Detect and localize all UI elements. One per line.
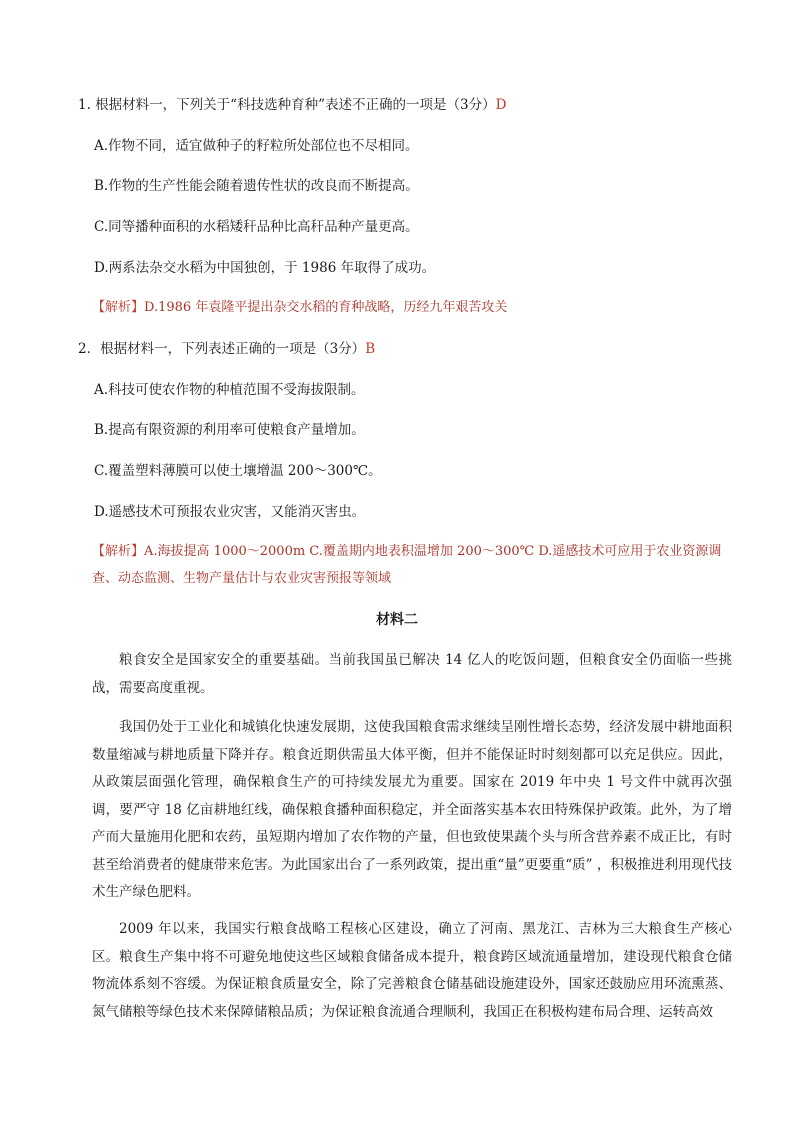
question-2-option-a: A.科技可使农作物的种植范围不受海拔限制。 bbox=[94, 382, 365, 398]
question-1-analysis bbox=[92, 298, 507, 318]
analysis-text: D.1986 年袁隆平提出杂交水稻的育种战略，历经九年艰苦攻关 bbox=[144, 300, 508, 315]
question-1-option-c: C.同等播种面积的水稻矮秆品种比高秆品种产量更高。 bbox=[94, 219, 419, 235]
question-2-option-d: D.遥感技术可预报农业灾害，又能消灭害虫。 bbox=[94, 504, 366, 520]
analysis-tag: 【解析】 bbox=[92, 300, 145, 315]
question-2-analysis-line-1 bbox=[92, 542, 721, 562]
question-1-stem bbox=[78, 95, 506, 115]
question-2-text: 2．根据材料一，下列表述正确的一项是（3分） bbox=[78, 341, 366, 357]
question-2-option-b: B.提高有限资源的利用率可使粮食产量增加。 bbox=[94, 422, 365, 438]
material-2-paragraph-3: 2009 年以来，我国实行粮食战略工程核心区建设，确立了河南、黑龙江、吉林为三大粮食生产核心区。粮食生产集中将不可避免地使这些区域粮食储备成本提升，粮食跨区域流通量增加，建设现代粮食仓储物流体系刻不容缓。为保证粮食质量安全，除了完善粮食仓储基础设施建设外，国家还鼓励应用环流熏蒸、氮气储粮等绿色技术来保障储粮品质；为保证粮食流通合理顺利，我国正在积极构建布局合理、运转高效 bbox=[92, 921, 732, 1020]
question-2-answer: B bbox=[365, 341, 376, 357]
question-1-option-d: D.两系法杂交水稻为中国独创，于 1986 年取得了成功。 bbox=[94, 260, 436, 276]
analysis-text: A.海拔提高 1000～2000m C.覆盖期内地表积温增加 200～300℃ D.遥感技术可应用于农业资源调 bbox=[144, 544, 722, 559]
analysis-tag: 【解析】 bbox=[92, 544, 145, 559]
question-2-stem bbox=[78, 339, 375, 359]
question-1-option-b: B.作物的生产性能会随着遗传性状的改良而不断提高。 bbox=[94, 178, 419, 194]
material-2-paragraph-1: 粮食安全是国家安全的重要基础。当前我国虽已解决 14 亿人的吃饭问题，但粮食安全仍面临一些挑战，需要高度重视。 bbox=[92, 652, 732, 696]
question-2-option-c: C.覆盖塑料薄膜可以使土壤增温 200～300℃。 bbox=[94, 463, 382, 479]
question-2-analysis-line-2: 查、动态监测、生物产量估计与农业灾害预报等领域 bbox=[92, 571, 392, 586]
question-1-text: 1. 根据材料一，下列关于“科技选种育种”表述不正确的一项是（3分） bbox=[78, 97, 496, 113]
question-1-option-a: A.作物不同，适宜做种子的籽粒所处部位也不尽相同。 bbox=[94, 138, 419, 154]
material-2-heading: 材料二 bbox=[376, 612, 418, 628]
question-1-answer: D bbox=[495, 97, 507, 113]
material-2-paragraph-2: 我国仍处于工业化和城镇化快速发展期，这使我国粮食需求继续呈刚性增长态势，经济发展中耕地面积数量缩减与耕地质量下降并存。粮食近期供需虽大体平衡，但并不能保证时时刻刻都可以充足供应。因此，从政策层面强化管理，确保粮食生产的可持续发展尤为重要。国家在 2019 年中央 1 号文件中就再次强调，要严守 18 亿亩耕地红线，确保粮食播种面积稳定，并全面落实基本农田特殊保护政策。此外，为了增产而大量施用化肥和农药，虽短期内增加了农作物的产量，但也致使果蔬个头与所含营养素不成正比，有时甚至给消费者的健康带来危害。为此国家出台了一系列政策，提出重“量”更要重“质” ，积极推进利用现代技术生产绿色肥料。 bbox=[92, 719, 732, 900]
